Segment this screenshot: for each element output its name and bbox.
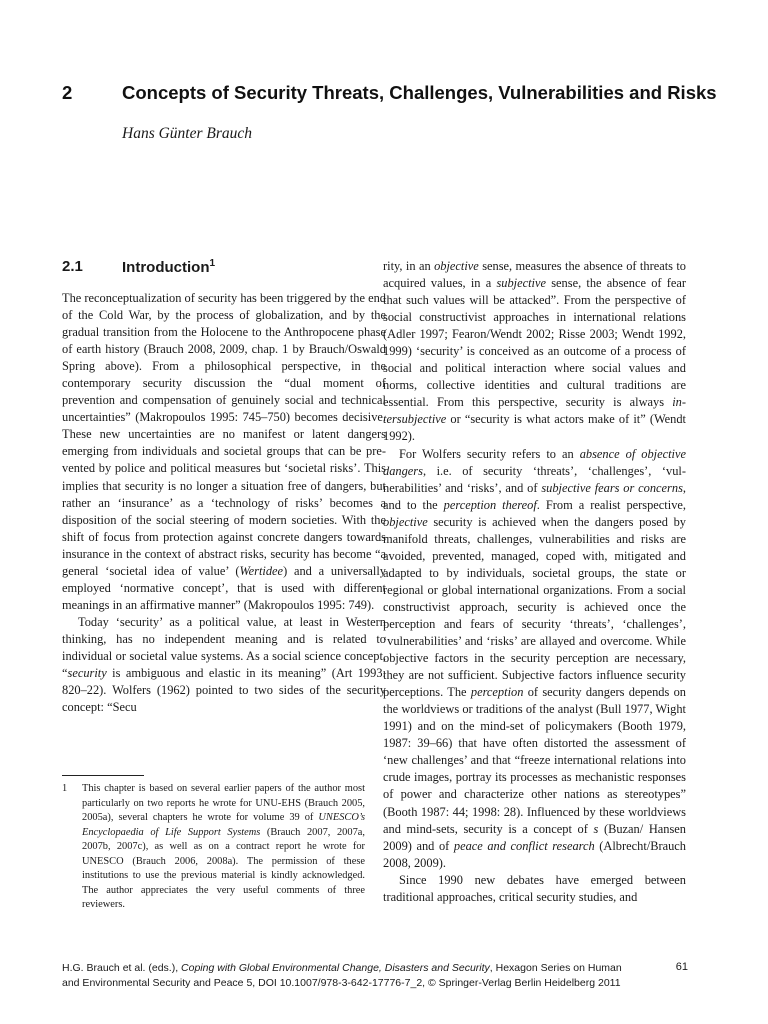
footnote — [62, 782, 365, 913]
chapter-number: 2 — [62, 82, 73, 103]
chapter-title: Concepts of Security Threats, Challenges, Vulnerabilities and Risks — [122, 82, 717, 103]
text-run: (Brauch 2007, 2007a, 2007b, 2007c), as well as on a contract report he wrote for UNESCO (Brauch 2006, 2008a). The permission of these institutions to use the previous material is kindly acknowledged. The author appreciates the very useful comments of three reviewers. — [82, 826, 365, 910]
text-run: , Hexagon Series on Human and Environmental Security and Peace 5, DOI 10.1007/978-3-642-17776-7_2, © Springer-Verlag Berlin Heidelberg 2011 — [62, 962, 622, 989]
text-run: . From a realist perspective, — [536, 497, 686, 512]
text-run: sense, the absence of fear that such values will be attacked”. From the perspective of social constructivist approaches in international relations (Adler 1997; Fearon/Wendt 2002; Risse 2003; Wendt 1992, 1999) ‘security’ is conceived as an outcome of a process of social and political interaction where social values and norms, collective identities and cultural traditions are essential. From this perspective, security is always — [383, 276, 686, 410]
italic-run: subjective — [496, 276, 546, 291]
text-run: H.G. Brauch et al. (eds.), — [62, 962, 182, 974]
text-run: of security dangers depends on the worldviews or traditions of the analyst (Bull 1977, Wight 1991) and on the mind-set of policymakers (Booth 1979, 1987: 39–66) that have often distorted the assessment of ‘new challenges’ and that “freeze international relations into crude images, portray its processes as mechanistic responses of power and characterize other nations as stereotypes” (Booth 1987: 44; 1998: 28). Influenced by these worldviews and mind-sets, security is a concept of — [383, 685, 687, 836]
body-paragraph — [383, 872, 686, 906]
footnote-divider — [62, 775, 144, 776]
section-title: Introduction$^1$ — [122, 258, 216, 276]
text-run: rity, in an — [383, 259, 435, 273]
italic-run: objective — [383, 514, 428, 529]
citation-footer — [62, 961, 622, 991]
italic-run: s — [593, 821, 599, 836]
italic-run: security — [67, 666, 107, 681]
body-paragraph — [383, 258, 686, 446]
text-run: security is achieved when the dangers posed by manifold threats, challenges, vulnerabilities and risks are avoided, prevented, managed, coped with, mitigated and adapted to by individuals, societal groups, the state or regional or global international organizations. From a social constructivist approach, security is achieved once the perception and fears of security ‘threats’, ‘challenges’, ‘vulnerabilities’ and ‘risks’ are allayed and overcome. While objective factors in the security perception are necessary, they are not sufficient. Subjective factors influence security perceptions. The — [383, 514, 686, 700]
body-paragraph — [62, 614, 386, 716]
text-run: ) and a universally employed ‘normative concept’, that is used with different meanings in an affirmative manner” (Makropoulos 1995: 749). — [62, 563, 386, 612]
italic-run: perception thereof — [443, 497, 537, 512]
text-run: This chapter is based on several earlier papers of the author most particularly on two reports he wrote for UNU-EHS (Brauch 2005, 2005a), several chapters he wrote for volume 39 of — [82, 783, 365, 823]
text-run: or “security is what actors make of it” (Wendt 1992). — [383, 412, 686, 444]
text-run: The reconceptualization of security has been triggered by the end of the Cold War, by the process of globalization, and by the gradual transition from the Holocene to the Anthropocene phase of earth history (Brauch 2008, 2009, chap. 1 by Brauch/Oswald Spring above). From a philosophical perspective, in the contemporary security discussion the “dual moment of prevention and compensation of genuinely social and technical uncertainties” (Makropoulos 1995: 745–750) becomes decisive. These new uncertainties are no manifest or latent dangers emerging from individuals and societal groups that can be prevented by police and political measures but ‘societal risks’. This implies that security is no longer a situation free of dangers, but rather an ‘insurance’ as a ‘technology of risks’ becomes a disposition of the social steering of modern societies. With the shift of focus from protection against concrete dangers towards insurance in the context of abstract risks, security has become “a general ‘societal idea of value’ ( — [62, 291, 386, 578]
left-column — [62, 290, 386, 716]
footnote-text — [82, 782, 365, 913]
page-number: 61 — [675, 961, 688, 973]
right-column — [383, 258, 686, 906]
section-number: 2.1 — [62, 258, 83, 275]
text-run: , and to the — [383, 480, 687, 512]
italic-run: objective — [434, 259, 479, 273]
italic-run: Coping with Global Environmental Change, Disasters and Security — [181, 962, 490, 974]
text-run: (Buzan/ Hansen 2009) and of — [383, 821, 686, 853]
italic-run: peace and conflict research — [453, 838, 595, 853]
italic-run: intersubjective — [383, 395, 686, 427]
text-run: sense, measures the absence of threats to acquired values, in a — [383, 259, 687, 291]
italic-run: UNESCO’s Encyclopaedia of Life Support Systems — [82, 812, 365, 838]
italic-run: perception — [470, 685, 524, 700]
text-run: (Albrecht/Brauch 2008, 2009). — [383, 838, 686, 870]
italic-run: absence of objective dangers — [383, 446, 686, 478]
italic-run: subjective fears or concerns — [541, 480, 683, 495]
text-run: , i.e. of security ‘threats’, ‘challenges’, ‘vulnerabilities’ and ‘risks’, and of — [383, 463, 686, 495]
text-run: Today ‘security’ as a political value, at least in Western thinking, has no independent meaning and is related to individual or societal value systems. As a social science concept, “ — [62, 614, 386, 681]
footnote-mark: 1 — [62, 783, 68, 794]
text-run: For Wolfers security refers to an — [399, 446, 580, 461]
text-run: Since 1990 new debates have emerged between traditional approaches, critical security studies, and — [383, 872, 686, 904]
footnote-ref[interactable]: 1 — [209, 258, 216, 269]
italic-run: Wertidee — [239, 563, 284, 578]
body-paragraph — [62, 290, 386, 614]
body-paragraph — [383, 446, 686, 872]
text-run: is ambiguous and elastic in its meaning” (Art 1993: 820–22). Wolfers (1962) pointed to two sides of the security concept: “Secu — [62, 666, 386, 715]
chapter-author: Hans Günter Brauch — [122, 125, 253, 142]
